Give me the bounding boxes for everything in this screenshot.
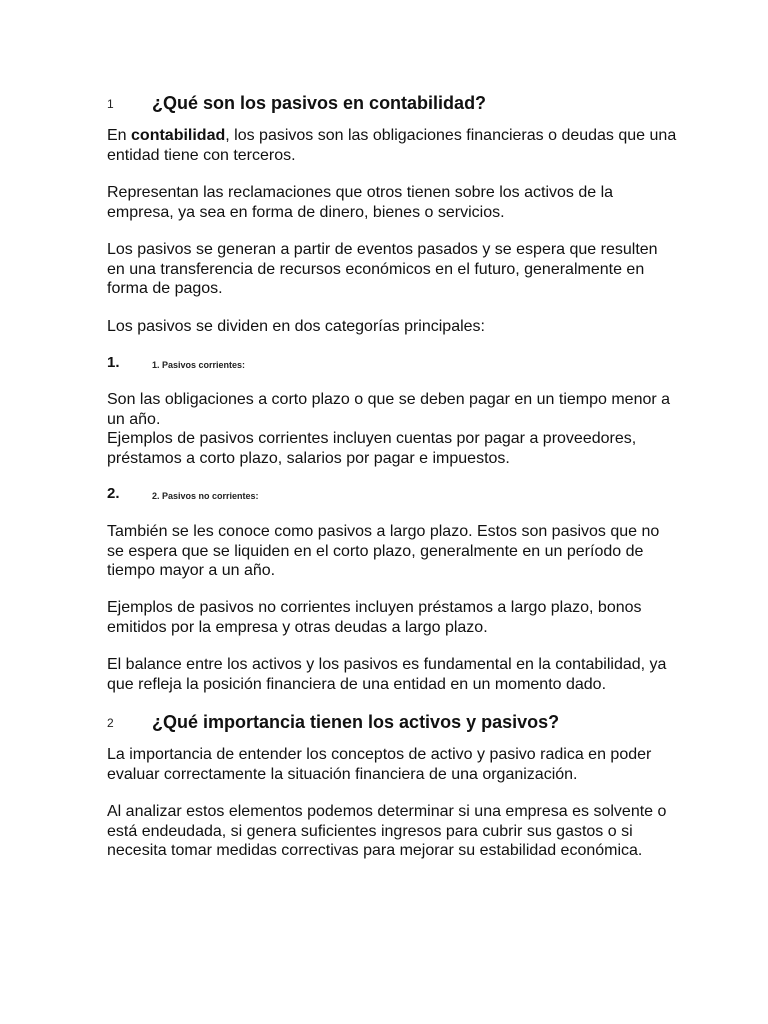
list-label: 2. Pasivos no corrientes:: [152, 491, 259, 501]
section-number: 2: [107, 716, 114, 730]
paragraph: Son las obligaciones a corto plazo o que se deben pagar en un tiempo menor a un año.: [107, 391, 671, 428]
paragraph: La importancia de entender los conceptos de activo y pasivo radica en poder evaluar correctamente la situación financiera de una organización.: [107, 746, 652, 783]
section-number: 1: [107, 97, 114, 111]
section-heading: ¿Qué importancia tienen los activos y pasivos?: [152, 712, 560, 732]
paragraph: Ejemplos de pasivos no corrientes incluyen préstamos a largo plazo, bonos emitidos por la empresa y otras deudas a largo plazo.: [107, 599, 642, 636]
bold-term: contabilidad: [131, 127, 226, 144]
list-number: 1.: [107, 354, 120, 371]
paragraph: Los pasivos se generan a partir de eventos pasados y se espera que resulten en una transferencia de recursos económicos en el futuro, generalmente en forma de pagos.: [107, 241, 658, 298]
paragraph: El balance entre los activos y los pasivos es fundamental en la contabilidad, ya que refleja la posición financiera de una entidad en un momento dado.: [107, 656, 667, 693]
paragraph: Los pasivos se dividen en dos categorías principales:: [107, 318, 485, 335]
section-heading: ¿Qué son los pasivos en contabilidad?: [152, 93, 487, 113]
paragraph: Ejemplos de pasivos corrientes incluyen cuentas por pagar a proveedores, préstamos a corto plazo, salarios por pagar e impuestos.: [107, 430, 637, 467]
paragraph: Al analizar estos elementos podemos determinar si una empresa es solvente o está endeudada, si genera suficientes ingresos para cubrir sus gastos o si necesita tomar medidas correctivas para mejorar su estabilidad económica.: [107, 803, 667, 860]
paragraph: También se les conoce como pasivos a largo plazo. Estos son pasivos que no se espera que se liquiden en el corto plazo, generalmente en un período de tiempo mayor a un año.: [107, 523, 660, 580]
intro-paragraph: [107, 126, 677, 165]
intro-prefix: En: [107, 127, 132, 144]
list-label: 1. Pasivos corrientes:: [152, 360, 246, 370]
paragraph: Representan las reclamaciones que otros tienen sobre los activos de la empresa, ya sea en forma de dinero, bienes o servicios.: [107, 184, 614, 221]
intro-suffix: , los pasivos son las obligaciones financieras o deudas que una entidad tiene con terceros.: [107, 127, 677, 164]
list-number: 2.: [107, 485, 120, 502]
